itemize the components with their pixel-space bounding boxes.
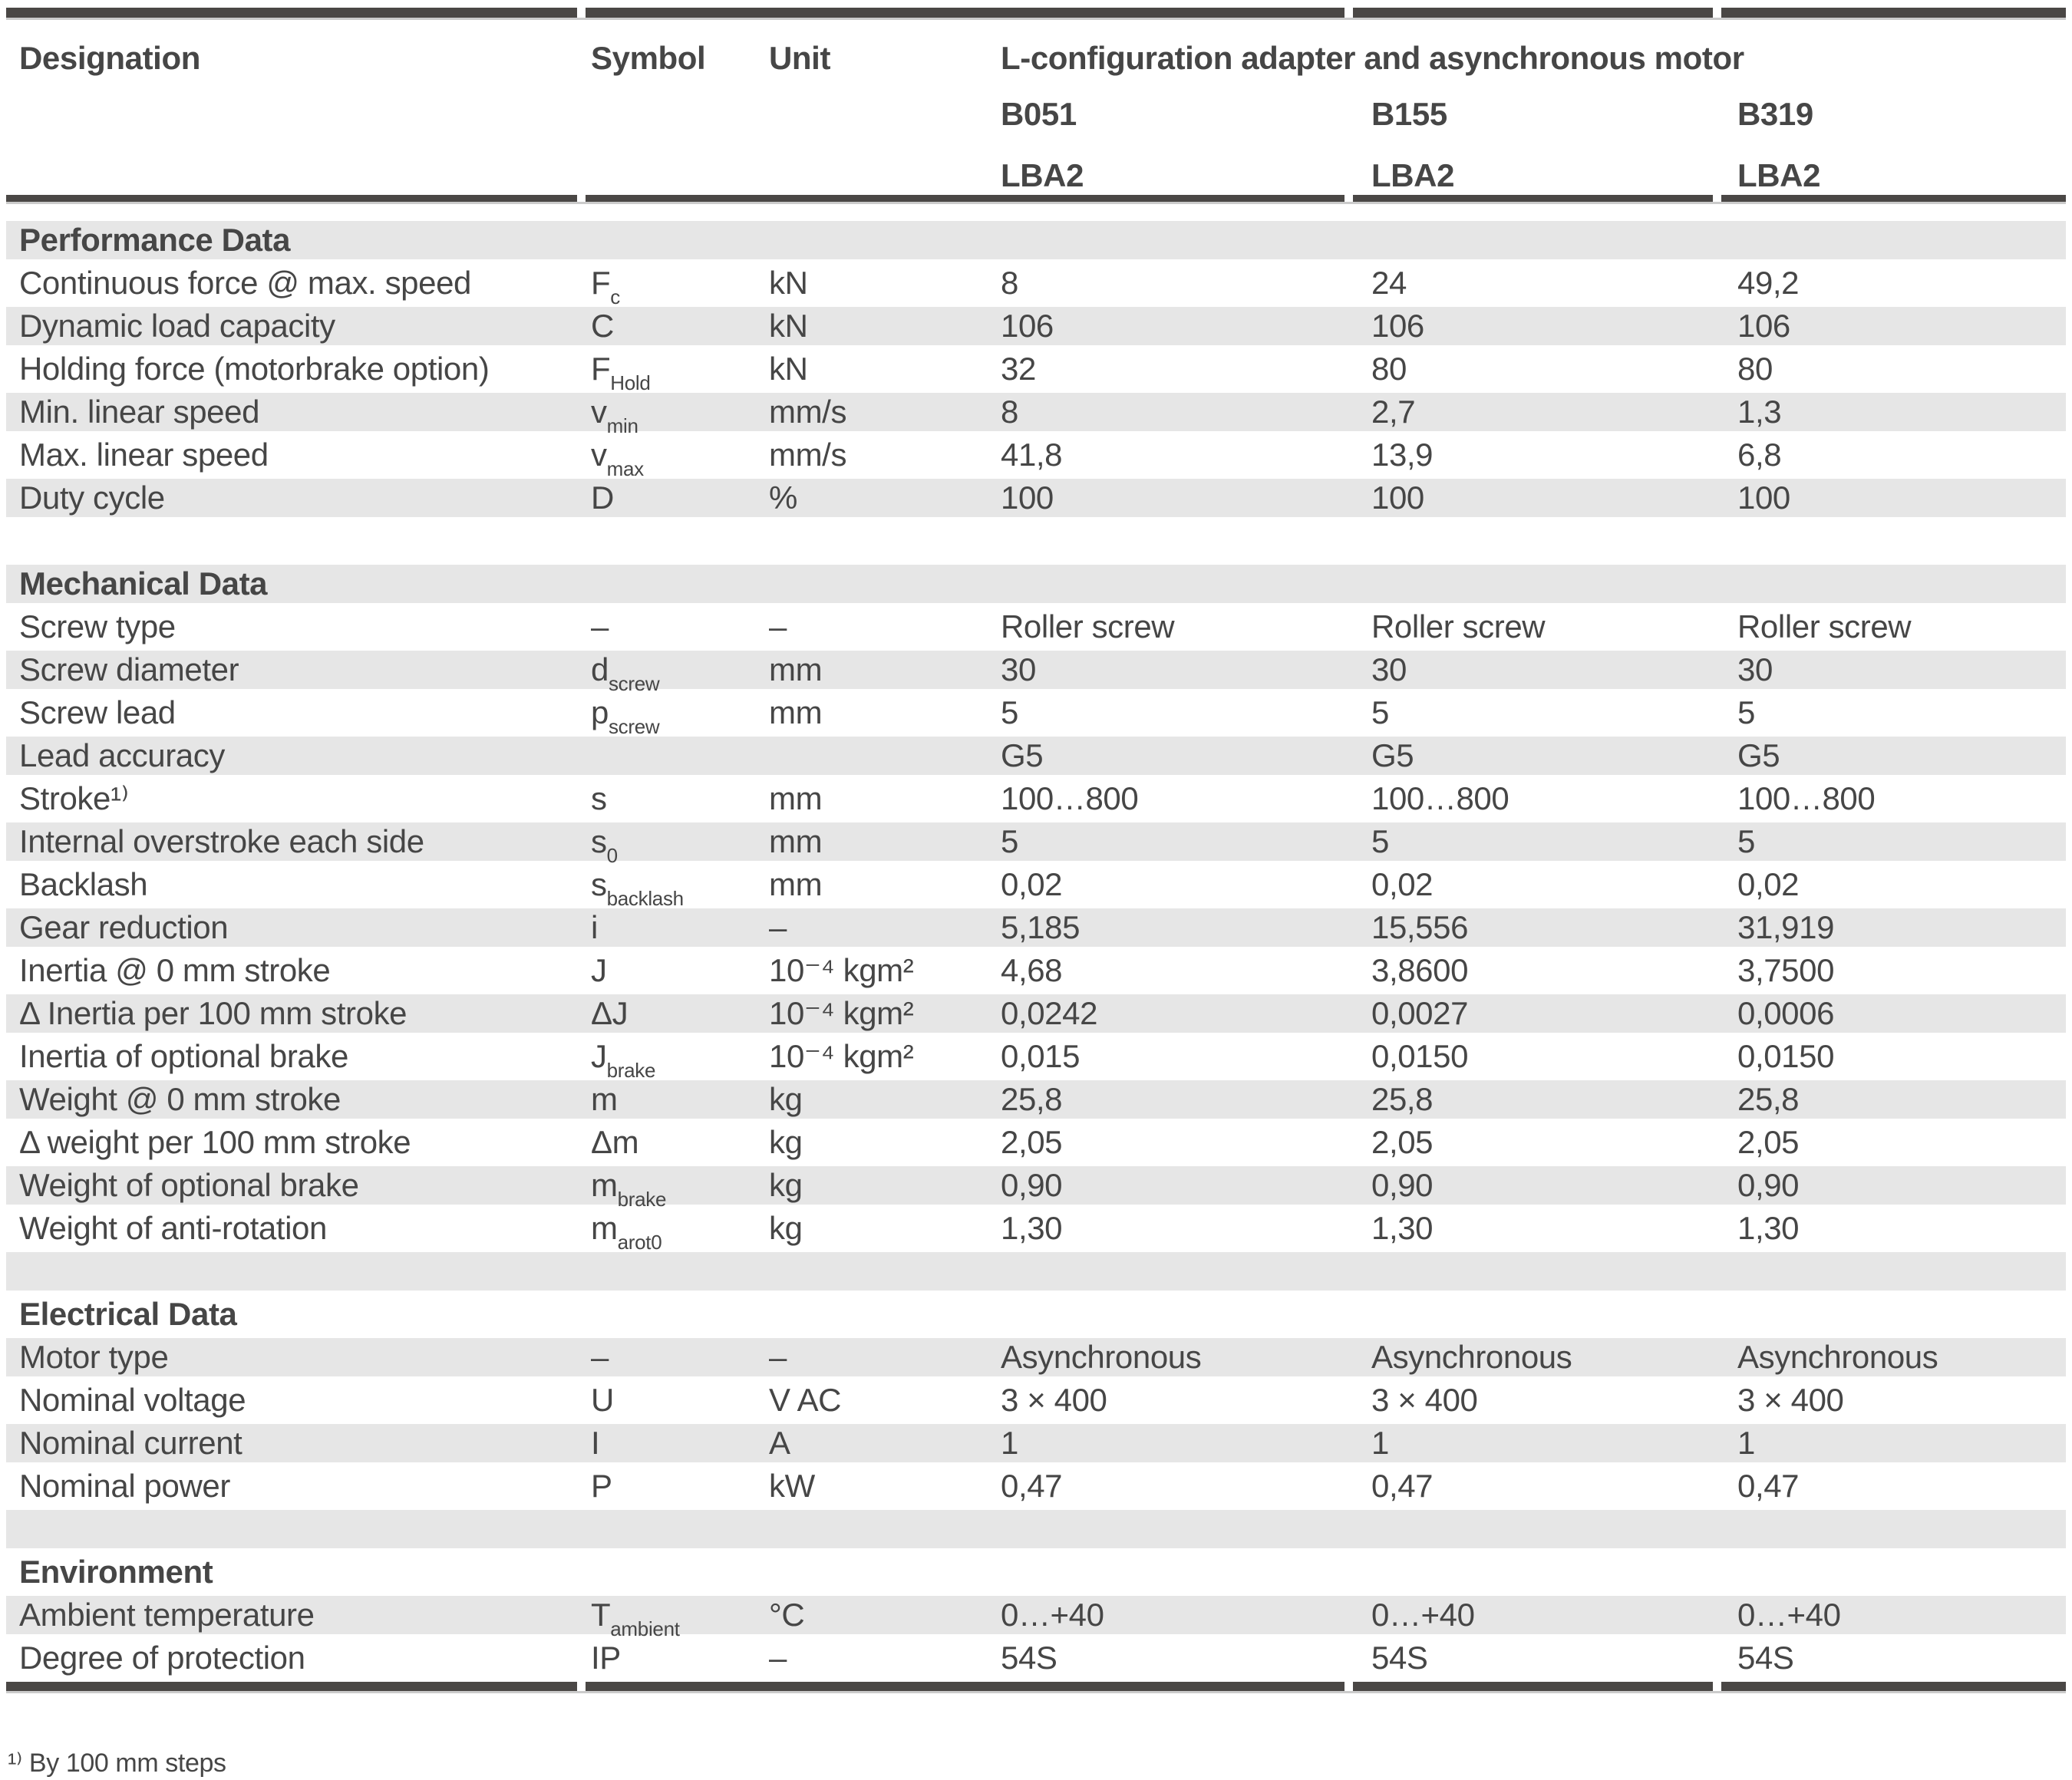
unit-cell: % [769, 480, 797, 516]
unit-cell: kg [769, 1167, 803, 1203]
unit-cell: mm/s [769, 437, 847, 473]
table-row [6, 1123, 2066, 1162]
value-cell-b155: 5 [1371, 823, 1389, 859]
symbol-base: d [591, 651, 609, 687]
model-code-b051: B051 [1001, 96, 1077, 132]
unit-cell: kg [769, 1210, 803, 1246]
value-cell-b155: G5 [1371, 737, 1414, 773]
symbol-base: Δm [591, 1124, 639, 1160]
designation-cell: Inertia of optional brake [19, 1038, 348, 1074]
symbol-subscript: 0 [606, 844, 618, 867]
table-row [6, 822, 2066, 867]
model-code-b319: B319 [1737, 96, 1813, 132]
unit-cell: kg [769, 1081, 803, 1117]
symbol-subscript: min [606, 414, 638, 437]
table-row [6, 1424, 2066, 1462]
designation-cell: Degree of protection [19, 1640, 305, 1676]
spacer-row [6, 1252, 2066, 1290]
value-cell-b051: 2,05 [1001, 1124, 1063, 1160]
designation-cell: Weight of anti-rotation [19, 1210, 327, 1246]
value-cell-b051: 100 [1001, 480, 1054, 516]
value-cell-b319: 31,919 [1737, 909, 1835, 945]
table-row [6, 1338, 2066, 1376]
value-cell-b319: 1 [1737, 1425, 1755, 1461]
symbol-base: m [591, 1167, 618, 1203]
unit-cell: °C [769, 1597, 805, 1633]
unit-cell: kN [769, 351, 808, 387]
table-row [6, 1037, 2066, 1082]
unit-cell: A [769, 1425, 790, 1461]
value-cell-b051: 4,68 [1001, 952, 1063, 988]
unit-cell: 10⁻⁴ kgm² [769, 1038, 914, 1074]
unit-cell: mm [769, 780, 823, 816]
symbol-subscript: ambient [610, 1617, 680, 1640]
symbol-cell [591, 393, 769, 437]
table-row [6, 865, 2066, 910]
value-cell-b051: 0…+40 [1001, 1597, 1104, 1633]
symbol-cell [591, 1080, 769, 1119]
designation-cell: Motor type [19, 1339, 169, 1375]
symbol-base: F [591, 351, 611, 387]
unit-cell: kW [769, 1468, 815, 1504]
spec-table [6, 221, 2066, 1682]
symbol-base: m [591, 1081, 618, 1117]
model-code-b155: B155 [1371, 96, 1447, 132]
designation-cell: Backlash [19, 866, 148, 902]
unit-cell: mm [769, 823, 823, 859]
symbol-cell [591, 1424, 769, 1462]
section-title: Performance Data [19, 222, 291, 258]
value-cell-b155: 3,8600 [1371, 952, 1469, 988]
table-row [6, 436, 2066, 480]
table-row [6, 1639, 2066, 1677]
value-cell-b319: 0,02 [1737, 866, 1800, 902]
rule-segment [6, 1682, 577, 1691]
spacer-row [6, 522, 2066, 560]
unit-cell: kN [769, 308, 808, 344]
unit-cell: kg [769, 1124, 803, 1160]
table-row [6, 1080, 2066, 1119]
value-cell-b051: 0,47 [1001, 1468, 1063, 1504]
section-title: Environment [19, 1554, 213, 1590]
designation-cell: Weight @ 0 mm stroke [19, 1081, 341, 1117]
value-cell-b319: G5 [1737, 737, 1780, 773]
table-row [6, 608, 2066, 646]
value-cell-b319: 6,8 [1737, 437, 1782, 473]
rule-segment [6, 8, 577, 18]
designation-cell: Nominal power [19, 1468, 230, 1504]
value-cell-b155: 0,90 [1371, 1167, 1434, 1203]
rule-segment [1721, 195, 2066, 202]
header-rule-shadow [6, 202, 2066, 204]
column-header-symbol: Symbol [591, 40, 706, 76]
value-cell-b155: 5 [1371, 694, 1389, 730]
rule-segment [1721, 8, 2066, 18]
unit-cell: 10⁻⁴ kgm² [769, 995, 914, 1031]
symbol-cell [591, 1596, 769, 1640]
table-row [6, 651, 2066, 695]
rule-segment [1721, 1682, 2066, 1691]
symbol-base: J [591, 952, 607, 988]
section-header-row [6, 1295, 2066, 1333]
symbol-cell [591, 307, 769, 345]
value-cell-b155: 25,8 [1371, 1081, 1434, 1117]
value-cell-b155: 2,05 [1371, 1124, 1434, 1160]
symbol-subscript: brake [617, 1188, 667, 1211]
table-row [6, 264, 2066, 308]
value-cell-b155: 0…+40 [1371, 1597, 1475, 1633]
symbol-base: U [591, 1382, 614, 1418]
table-row [6, 1467, 2066, 1505]
symbol-base: s [591, 780, 607, 816]
table-row [6, 994, 2066, 1033]
symbol-cell [591, 1338, 769, 1376]
value-cell-b155: 2,7 [1371, 394, 1416, 430]
symbol-cell [591, 436, 769, 480]
header-rule [6, 195, 2066, 202]
table-row [6, 307, 2066, 345]
value-cell-b155: 24 [1371, 265, 1407, 301]
designation-cell: Inertia @ 0 mm stroke [19, 952, 331, 988]
symbol-base: v [591, 394, 607, 430]
table-row [6, 1166, 2066, 1211]
value-cell-b319: 5 [1737, 823, 1755, 859]
value-cell-b319: 100 [1737, 480, 1790, 516]
designation-cell: Holding force (motorbrake option) [19, 351, 490, 387]
value-cell-b319: 0…+40 [1737, 1597, 1841, 1633]
value-cell-b319: 0,47 [1737, 1468, 1800, 1504]
symbol-cell [591, 264, 769, 308]
value-cell-b051: 8 [1001, 265, 1018, 301]
bottom-rule-shadow [6, 1691, 2066, 1693]
column-header-designation: Designation [19, 40, 200, 76]
symbol-subscript: screw [608, 715, 660, 738]
symbol-cell [591, 1639, 769, 1677]
symbol-base: F [591, 265, 611, 301]
value-cell-b155: 1 [1371, 1425, 1389, 1461]
symbol-base: s [591, 866, 607, 902]
value-cell-b051: G5 [1001, 737, 1044, 773]
symbol-cell [591, 350, 769, 394]
symbol-base: v [591, 437, 607, 473]
value-cell-b319: 106 [1737, 308, 1790, 344]
value-cell-b051: Asynchronous [1001, 1339, 1202, 1375]
symbol-cell [591, 908, 769, 947]
symbol-base: – [591, 608, 609, 644]
table-row [6, 393, 2066, 437]
value-cell-b155: 15,556 [1371, 909, 1469, 945]
unit-cell: mm/s [769, 394, 847, 430]
rule-segment [586, 1682, 1344, 1691]
symbol-base: s [591, 823, 607, 859]
bottom-rule [6, 1682, 2066, 1691]
value-cell-b155: 80 [1371, 351, 1407, 387]
section-title: Mechanical Data [19, 565, 268, 602]
unit-cell: mm [769, 651, 823, 687]
unit-cell: mm [769, 694, 823, 730]
value-cell-b319: 49,2 [1737, 265, 1800, 301]
unit-cell: – [769, 1640, 787, 1676]
value-cell-b155: 0,0150 [1371, 1038, 1469, 1074]
section-header-row [6, 221, 2066, 259]
designation-cell: Max. linear speed [19, 437, 269, 473]
symbol-cell [591, 479, 769, 517]
value-cell-b319: 54S [1737, 1640, 1794, 1676]
table-row [6, 908, 2066, 947]
unit-cell: – [769, 608, 787, 644]
symbol-cell [591, 994, 769, 1033]
designation-cell: Screw lead [19, 694, 176, 730]
symbol-base: m [591, 1210, 618, 1246]
designation-cell: Lead accuracy [19, 737, 225, 773]
rule-segment [586, 8, 1344, 18]
designation-cell: Screw type [19, 608, 176, 644]
value-cell-b319: 30 [1737, 651, 1773, 687]
spacer-row [6, 1510, 2066, 1548]
designation-cell: Dynamic load capacity [19, 308, 335, 344]
designation-cell: Δ weight per 100 mm stroke [19, 1124, 411, 1160]
symbol-subscript: c [610, 285, 620, 308]
symbol-cell [591, 1209, 769, 1254]
symbol-cell [591, 1381, 769, 1419]
value-cell-b051: 0,90 [1001, 1167, 1063, 1203]
model-variant: LBA2 [1001, 157, 1084, 193]
symbol-subscript: backlash [606, 887, 684, 910]
symbol-base: C [591, 308, 614, 344]
designation-cell: Duty cycle [19, 480, 165, 516]
value-cell-b051: 5 [1001, 823, 1018, 859]
table-row [6, 350, 2066, 394]
footnote: ¹⁾ By 100 mm steps [8, 1749, 226, 1778]
designation-cell: Nominal current [19, 1425, 243, 1461]
value-cell-b319: Asynchronous [1737, 1339, 1938, 1375]
designation-cell: Continuous force @ max. speed [19, 265, 472, 301]
designation-cell: Stroke¹⁾ [19, 780, 129, 816]
top-rule [6, 8, 2066, 18]
unit-cell: kN [769, 265, 808, 301]
value-cell-b051: Roller screw [1001, 608, 1175, 644]
value-cell-b319: 100…800 [1737, 780, 1876, 816]
column-group-title: L-configuration adapter and asynchronous motor [1001, 40, 1744, 76]
symbol-base: D [591, 480, 614, 516]
value-cell-b155: 3 × 400 [1371, 1382, 1478, 1418]
value-cell-b319: 25,8 [1737, 1081, 1800, 1117]
symbol-base: J [591, 1038, 607, 1074]
value-cell-b155: 100 [1371, 480, 1424, 516]
symbol-base: P [591, 1468, 612, 1504]
value-cell-b051: 0,015 [1001, 1038, 1081, 1074]
value-cell-b155: 13,9 [1371, 437, 1434, 473]
value-cell-b319: 3,7500 [1737, 952, 1835, 988]
designation-cell: Gear reduction [19, 909, 229, 945]
value-cell-b155: 106 [1371, 308, 1424, 344]
value-cell-b155: Roller screw [1371, 608, 1546, 644]
value-cell-b319: 1,30 [1737, 1210, 1800, 1246]
rule-segment [6, 195, 577, 202]
table-row [6, 694, 2066, 738]
value-cell-b155: 100…800 [1371, 780, 1509, 816]
rule-segment [1353, 1682, 1713, 1691]
value-cell-b319: 2,05 [1737, 1124, 1800, 1160]
rule-segment [586, 195, 1344, 202]
designation-cell: Weight of optional brake [19, 1167, 359, 1203]
value-cell-b051: 54S [1001, 1640, 1057, 1676]
value-cell-b319: Roller screw [1737, 608, 1912, 644]
value-cell-b051: 0,0242 [1001, 995, 1098, 1031]
value-cell-b051: 8 [1001, 394, 1018, 430]
symbol-base: I [591, 1425, 600, 1461]
value-cell-b155: 0,47 [1371, 1468, 1434, 1504]
symbol-subscript: max [606, 457, 644, 480]
rule-segment [1353, 8, 1713, 18]
symbol-cell [591, 780, 769, 818]
designation-cell: Screw diameter [19, 651, 239, 687]
top-rule-shadow [6, 18, 2066, 20]
symbol-base: T [591, 1597, 611, 1633]
value-cell-b051: 32 [1001, 351, 1036, 387]
designation-cell: Δ Inertia per 100 mm stroke [19, 995, 407, 1031]
symbol-cell [591, 608, 769, 646]
section-header-row [6, 1553, 2066, 1591]
symbol-base: – [591, 1339, 609, 1375]
value-cell-b155: Asynchronous [1371, 1339, 1572, 1375]
symbol-cell [591, 694, 769, 738]
symbol-base: p [591, 694, 609, 730]
unit-cell: mm [769, 866, 823, 902]
symbol-cell [591, 1166, 769, 1211]
value-cell-b319: 0,0150 [1737, 1038, 1835, 1074]
symbol-cell [591, 651, 769, 695]
symbol-base: IP [591, 1640, 621, 1676]
value-cell-b319: 5 [1737, 694, 1755, 730]
table-row [6, 780, 2066, 818]
value-cell-b155: 0,0027 [1371, 995, 1469, 1031]
value-cell-b051: 41,8 [1001, 437, 1063, 473]
rule-segment [1353, 195, 1713, 202]
value-cell-b051: 100…800 [1001, 780, 1139, 816]
column-header-unit: Unit [769, 40, 831, 76]
designation-cell: Ambient temperature [19, 1597, 315, 1633]
unit-cell: – [769, 1339, 787, 1375]
model-variant: LBA2 [1737, 157, 1821, 193]
value-cell-b319: 0,0006 [1737, 995, 1835, 1031]
value-cell-b319: 80 [1737, 351, 1773, 387]
value-cell-b051: 3 × 400 [1001, 1382, 1107, 1418]
table-row [6, 1381, 2066, 1419]
symbol-subscript: brake [606, 1059, 656, 1082]
symbol-cell [591, 1467, 769, 1505]
table-row [6, 737, 2066, 775]
value-cell-b319: 1,3 [1737, 394, 1782, 430]
value-cell-b051: 1,30 [1001, 1210, 1063, 1246]
value-cell-b051: 0,02 [1001, 866, 1063, 902]
symbol-cell [591, 951, 769, 990]
section-title: Electrical Data [19, 1296, 237, 1332]
symbol-cell [591, 865, 769, 910]
unit-cell: V AC [769, 1382, 842, 1418]
table-row [6, 1209, 2066, 1254]
value-cell-b051: 106 [1001, 308, 1054, 344]
value-cell-b051: 25,8 [1001, 1081, 1063, 1117]
symbol-cell [591, 1123, 769, 1162]
value-cell-b051: 5,185 [1001, 909, 1081, 945]
unit-cell: 10⁻⁴ kgm² [769, 952, 914, 988]
symbol-base: ΔJ [591, 995, 629, 1031]
unit-cell: – [769, 909, 787, 945]
value-cell-b155: 0,02 [1371, 866, 1434, 902]
symbol-cell [591, 1037, 769, 1082]
symbol-subscript: arot0 [617, 1231, 662, 1254]
value-cell-b051: 30 [1001, 651, 1036, 687]
table-row [6, 951, 2066, 990]
table-row [6, 479, 2066, 517]
designation-cell: Nominal voltage [19, 1382, 246, 1418]
value-cell-b155: 30 [1371, 651, 1407, 687]
value-cell-b155: 54S [1371, 1640, 1428, 1676]
symbol-cell [591, 822, 769, 867]
symbol-base: i [591, 909, 598, 945]
value-cell-b051: 1 [1001, 1425, 1018, 1461]
table-row [6, 1596, 2066, 1640]
value-cell-b155: 1,30 [1371, 1210, 1434, 1246]
section-header-row [6, 565, 2066, 603]
model-variant: LBA2 [1371, 157, 1455, 193]
value-cell-b319: 0,90 [1737, 1167, 1800, 1203]
value-cell-b051: 5 [1001, 694, 1018, 730]
symbol-subscript: Hold [610, 371, 651, 394]
value-cell-b319: 3 × 400 [1737, 1382, 1844, 1418]
symbol-subscript: screw [608, 672, 660, 695]
designation-cell: Min. linear speed [19, 394, 260, 430]
designation-cell: Internal overstroke each side [19, 823, 424, 859]
